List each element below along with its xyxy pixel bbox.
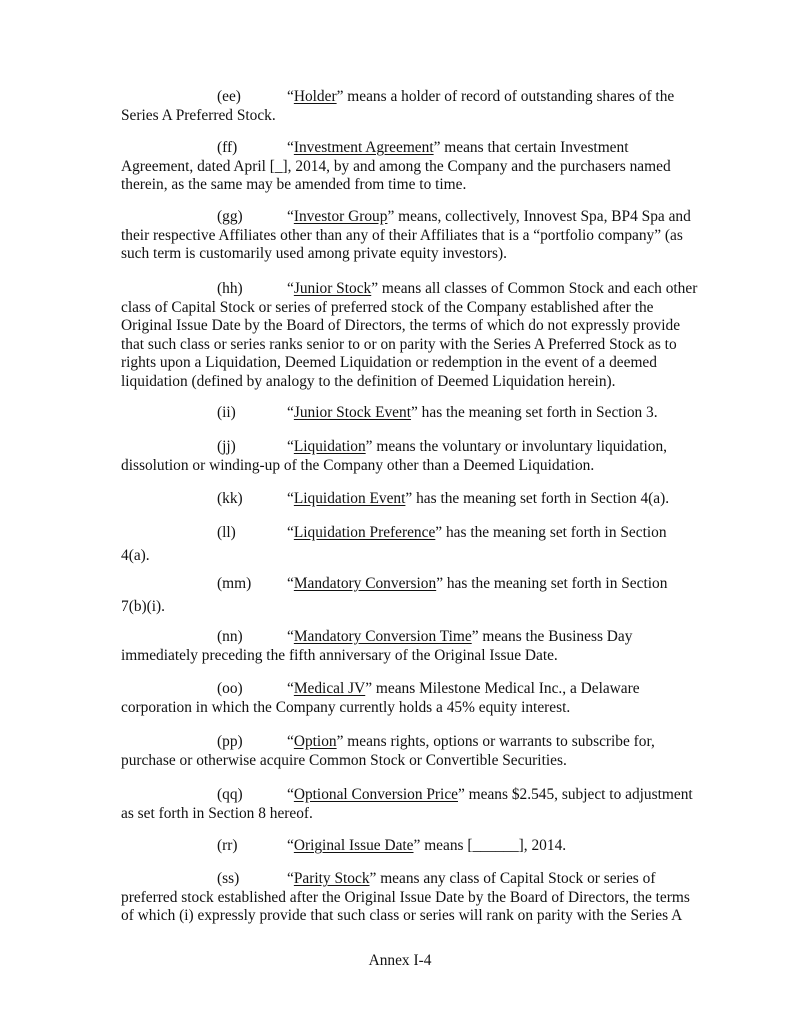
definition-ii: (ii) “Junior Stock Event” has the meaning set forth in Section 3.	[121, 404, 715, 423]
definition-continuation: corporation in which the Company currently holds a 45% equity interest.	[121, 698, 571, 716]
definition-text: ” has the meaning set forth in Section 4(a).	[405, 490, 670, 507]
definition-text: ” means any class of Capital Stock or series of	[369, 870, 656, 887]
defined-term: Holder	[293, 88, 337, 105]
definition-continuation: 7(b)(i).	[121, 597, 166, 615]
definition-text: ” has the meaning set forth in Section 3.	[410, 404, 658, 421]
defined-term: Mandatory Conversion	[293, 575, 437, 592]
definition-label: (oo)	[217, 680, 243, 697]
definition-continuation: therein, as the same may be amended from time to time.	[121, 176, 467, 194]
defined-term: Junior Stock	[293, 280, 372, 297]
defined-term: Investor Group	[293, 208, 388, 225]
definition-continuation: purchase or otherwise acquire Common Stock or Convertible Securities.	[121, 751, 567, 769]
definition-label: (ff)	[217, 139, 238, 156]
definition-continuation: of which (i) expressly provide that such class or series will rank on parity with the Series A	[121, 907, 683, 925]
defined-term: Liquidation Preference	[293, 524, 436, 541]
definition-label: (nn)	[217, 628, 243, 645]
definition-text: ” means all classes of Common Stock and each other	[371, 280, 698, 297]
definition-label: (kk)	[217, 490, 243, 507]
definition-rr: (rr) “Original Issue Date” means [______], 2014.	[121, 837, 715, 856]
definition-text: ” means rights, options or warrants to subscribe for,	[336, 733, 655, 750]
definition-label: (hh)	[217, 280, 243, 297]
definition-continuation: rights upon a Liquidation, Deemed Liquidation or redemption in the event of a deemed	[121, 354, 657, 372]
definition-continuation: their respective Affiliates other than any of their Affiliates that is a “portfolio company” (as	[121, 226, 683, 244]
definition-continuation: as set forth in Section 8 hereof.	[121, 804, 313, 822]
definition-label: (gg)	[217, 208, 243, 225]
defined-term: Junior Stock Event	[293, 404, 411, 421]
definition-continuation: class of Capital Stock or series of preferred stock of the Company established after the	[121, 298, 654, 316]
definition-text: ” means $2.545, subject to adjustment	[458, 786, 693, 803]
defined-term: Mandatory Conversion Time	[293, 628, 472, 645]
defined-term: Liquidation	[293, 438, 366, 455]
definition-qq: (qq) “Optional Conversion Price” means $2.545, subject to adjustment as set forth in Section 8 hereof.	[121, 786, 715, 823]
definition-continuation: that such class or series ranks senior to or on parity with the Series A Preferred Stock as to	[121, 335, 677, 353]
definition-text: ” means that certain Investment	[433, 139, 629, 156]
definition-hh: (hh) “Junior Stock” means all classes of Common Stock and each other class of Capital Stock or series of preferred stock of the Company established after the Original Issue Date by the Board of Directors, the terms of which do not expressly provide that such class or series ranks senior to or on parity with the Series A Preferred Stock as to rights upon a Liquidation, Deemed Liquidation or redemption in the event of a deemed liquidation (defined by analogy to the definition of Deemed Liquidation herein).	[121, 280, 715, 392]
definition-ss: (ss) “Parity Stock” means any class of Capital Stock or series of preferred stock established after the Original Issue Date by the Board of Directors, the terms of which (i) expressly provide that such class or series will rank on parity with the Series A	[121, 870, 715, 926]
definition-pp: (pp) “Option” means rights, options or warrants to subscribe for, purchase or otherwise acquire Common Stock or Convertible Securities.	[121, 733, 715, 770]
defined-term: Investment Agreement	[293, 139, 434, 156]
definition-continuation: liquidation (defined by analogy to the definition of Deemed Liquidation herein).	[121, 372, 616, 390]
definition-label: (ll)	[217, 524, 236, 541]
definition-mm: (mm) “Mandatory Conversion” has the meaning set forth in Section 7(b)(i).	[121, 575, 715, 616]
definition-text: ” means [______], 2014.	[413, 837, 567, 854]
defined-term: Optional Conversion Price	[293, 786, 458, 803]
definition-label: (ss)	[217, 870, 240, 887]
definition-text: ” means the voluntary or involuntary liquidation,	[365, 438, 668, 455]
definition-label: (ee)	[217, 88, 241, 105]
definition-jj: (jj) “Liquidation” means the voluntary or involuntary liquidation, dissolution or winding-up of the Company other than a Deemed Liquidation.	[121, 438, 715, 475]
definition-continuation: Agreement, dated April [_], 2014, by and among the Company and the purchasers named	[121, 157, 671, 175]
definition-ll: (ll) “Liquidation Preference” has the meaning set forth in Section 4(a).	[121, 524, 715, 565]
definition-label: (ii)	[217, 404, 236, 421]
definition-label: (mm)	[217, 575, 252, 592]
definition-oo: (oo) “Medical JV” means Milestone Medical Inc., a Delaware corporation in which the Company currently holds a 45% equity interest.	[121, 680, 715, 717]
definition-kk: (kk) “Liquidation Event” has the meaning set forth in Section 4(a).	[121, 490, 715, 509]
definition-continuation: dissolution or winding-up of the Company other than a Deemed Liquidation.	[121, 456, 595, 474]
definition-continuation: 4(a).	[121, 546, 150, 564]
page-footer: Annex I-4	[368, 952, 432, 969]
definition-text: ” means the Business Day	[471, 628, 633, 645]
definition-text: ” has the meaning set forth in Section	[436, 575, 668, 592]
definition-label: (qq)	[217, 786, 243, 803]
definition-nn: (nn) “Mandatory Conversion Time” means the Business Day immediately preceding the fifth anniversary of the Original Issue Date.	[121, 628, 715, 665]
definition-label: (jj)	[217, 438, 236, 455]
definition-continuation: Original Issue Date by the Board of Directors, the terms of which do not expressly provide	[121, 317, 681, 335]
definition-gg: (gg) “Investor Group” means, collectively, Innovest Spa, BP4 Spa and their respective Affiliates other than any of their Affiliates that is a “portfolio company” (as such term is customarily used among private equity investors).	[121, 208, 715, 264]
definition-ff: (ff) “Investment Agreement” means that certain Investment Agreement, dated April [_], 2014, by and among the Company and the purchasers named therein, as the same may be amended from time to time.	[121, 139, 715, 195]
defined-term: Liquidation Event	[293, 490, 406, 507]
definition-text: ” has the meaning set forth in Section	[435, 524, 667, 541]
definition-continuation: Series A Preferred Stock.	[121, 106, 276, 124]
defined-term: Original Issue Date	[293, 837, 414, 854]
definition-continuation: such term is customarily used among private equity investors).	[121, 245, 507, 263]
defined-term: Option	[293, 733, 337, 750]
defined-term: Medical JV	[293, 680, 366, 697]
definition-text: ” means a holder of record of outstanding shares of the	[336, 88, 675, 105]
definition-label: (rr)	[217, 837, 238, 854]
definition-continuation: immediately preceding the fifth anniversary of the Original Issue Date.	[121, 646, 558, 664]
definition-continuation: preferred stock established after the Original Issue Date by the Board of Directors, the terms	[121, 888, 690, 906]
defined-term: Parity Stock	[293, 870, 370, 887]
definition-text: ” means, collectively, Innovest Spa, BP4 Spa and	[387, 208, 691, 225]
definition-text: ” means Milestone Medical Inc., a Delaware	[365, 680, 640, 697]
definition-ee: (ee) “Holder” means a holder of record of outstanding shares of the Series A Preferred Stock.	[121, 88, 715, 125]
definition-label: (pp)	[217, 733, 243, 750]
